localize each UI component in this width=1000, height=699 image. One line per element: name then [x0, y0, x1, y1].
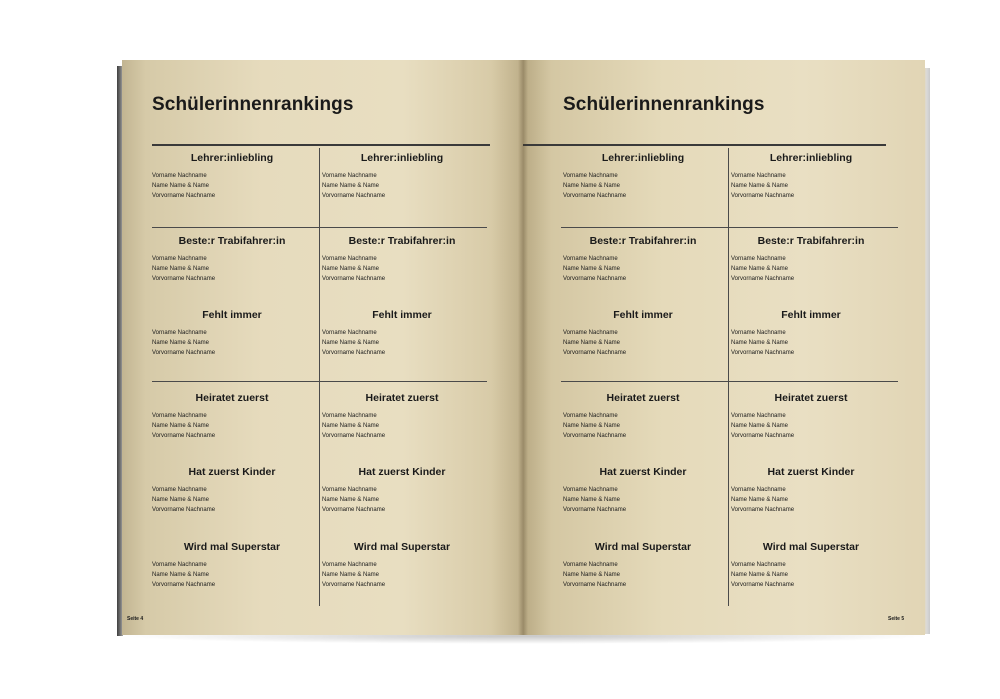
- ranking-section: [731, 152, 891, 201]
- name-entry: Vorvorname Nachname: [731, 193, 795, 199]
- section-heading: Lehrer:inliebling: [190, 152, 274, 164]
- name-entry: Vorvorname Nachname: [731, 507, 795, 513]
- name-entry: Name Name & Name: [731, 183, 789, 189]
- section-heading: Beste:r Trabifahrer:in: [348, 235, 456, 247]
- section-heading: Heiratet zuerst: [365, 392, 439, 404]
- ranking-section: [152, 235, 312, 284]
- section-heading: Heiratet zuerst: [774, 392, 848, 404]
- name-entry: Vorname Nachname: [563, 562, 618, 568]
- name-list: [563, 171, 723, 201]
- row-divider: [152, 381, 487, 382]
- name-list: [731, 411, 891, 441]
- section-heading: Wird mal Superstar: [594, 541, 692, 553]
- name-entry: Name Name & Name: [731, 497, 789, 503]
- name-list: [563, 254, 723, 284]
- name-entry: Name Name & Name: [322, 183, 380, 189]
- name-entry: Vorname Nachname: [322, 487, 377, 493]
- name-entry: Vorvorname Nachname: [322, 582, 386, 588]
- ranking-section: [731, 466, 891, 515]
- name-entry: Vorname Nachname: [152, 330, 207, 336]
- name-list: [152, 560, 312, 590]
- name-entry: Vorname Nachname: [563, 256, 618, 262]
- name-entry: Name Name & Name: [322, 266, 380, 272]
- name-entry: Vorname Nachname: [731, 173, 786, 179]
- ranking-section: [322, 152, 482, 201]
- name-list: [152, 485, 312, 515]
- ranking-section: [152, 309, 312, 358]
- name-list: [731, 560, 891, 590]
- name-entry: Name Name & Name: [322, 497, 380, 503]
- name-entry: Vorname Nachname: [731, 562, 786, 568]
- name-entry: Vorname Nachname: [322, 413, 377, 419]
- name-entry: Name Name & Name: [731, 423, 789, 429]
- section-heading: Lehrer:inliebling: [360, 152, 444, 164]
- name-entry: Vorvorname Nachname: [731, 582, 795, 588]
- section-heading: Heiratet zuerst: [606, 392, 680, 404]
- name-entry: Vorname Nachname: [731, 256, 786, 262]
- name-entry: Name Name & Name: [152, 497, 210, 503]
- name-list: [563, 560, 723, 590]
- section-heading: Hat zuerst Kinder: [767, 466, 855, 478]
- name-entry: Name Name & Name: [731, 572, 789, 578]
- name-entry: Vorvorname Nachname: [152, 433, 216, 439]
- ranking-section: [322, 392, 482, 441]
- name-entry: Vorname Nachname: [152, 487, 207, 493]
- page-number: Seite 4: [127, 616, 144, 622]
- name-entry: Vorvorname Nachname: [563, 582, 627, 588]
- name-entry: Name Name & Name: [563, 183, 621, 189]
- name-list: [152, 328, 312, 358]
- section-heading: Beste:r Trabifahrer:in: [757, 235, 865, 247]
- section-heading: Wird mal Superstar: [762, 541, 860, 553]
- section-heading: Lehrer:inliebling: [769, 152, 853, 164]
- ranking-section: [563, 309, 723, 358]
- name-entry: Vorvorname Nachname: [563, 507, 627, 513]
- name-entry: Vorvorname Nachname: [152, 276, 216, 282]
- ranking-section: [731, 309, 891, 358]
- section-heading: Fehlt immer: [781, 309, 841, 321]
- name-list: [152, 254, 312, 284]
- name-list: [731, 171, 891, 201]
- page-number: Seite 5: [888, 616, 905, 622]
- name-list: [152, 171, 312, 201]
- name-entry: Vorvorname Nachname: [322, 433, 386, 439]
- section-heading: Wird mal Superstar: [183, 541, 281, 553]
- name-entry: Vorvorname Nachname: [731, 350, 795, 356]
- name-entry: Vorvorname Nachname: [563, 350, 627, 356]
- book-gutter: [518, 60, 528, 635]
- section-heading: Wird mal Superstar: [353, 541, 451, 553]
- name-list: [731, 254, 891, 284]
- ranking-section: [563, 235, 723, 284]
- ranking-section: [152, 466, 312, 515]
- name-list: [152, 411, 312, 441]
- name-entry: Name Name & Name: [152, 423, 210, 429]
- name-entry: Vorvorname Nachname: [563, 276, 627, 282]
- name-entry: Name Name & Name: [563, 423, 621, 429]
- left-page: [122, 60, 523, 635]
- name-entry: Vorvorname Nachname: [152, 350, 216, 356]
- name-list: [322, 560, 482, 590]
- ranking-section: [563, 466, 723, 515]
- row-divider: [561, 227, 898, 228]
- row-divider: [561, 381, 898, 382]
- name-entry: Vorvorname Nachname: [563, 193, 627, 199]
- name-list: [322, 411, 482, 441]
- section-heading: Beste:r Trabifahrer:in: [178, 235, 286, 247]
- name-list: [322, 485, 482, 515]
- name-entry: Name Name & Name: [563, 572, 621, 578]
- name-list: [563, 411, 723, 441]
- section-heading: Hat zuerst Kinder: [599, 466, 687, 478]
- name-entry: Vorname Nachname: [152, 173, 207, 179]
- name-entry: Vorname Nachname: [152, 256, 207, 262]
- name-list: [322, 171, 482, 201]
- ranking-section: [731, 235, 891, 284]
- name-entry: Name Name & Name: [322, 572, 380, 578]
- name-entry: Vorname Nachname: [322, 562, 377, 568]
- name-entry: Vorname Nachname: [563, 413, 618, 419]
- name-entry: Vorvorname Nachname: [563, 433, 627, 439]
- name-entry: Vorvorname Nachname: [731, 433, 795, 439]
- name-entry: Vorvorname Nachname: [152, 507, 216, 513]
- right-page: [523, 60, 925, 635]
- ranking-section: [322, 541, 482, 590]
- section-heading: Heiratet zuerst: [195, 392, 269, 404]
- section-heading: Hat zuerst Kinder: [358, 466, 446, 478]
- ranking-section: [731, 541, 891, 590]
- name-entry: Vorvorname Nachname: [322, 350, 386, 356]
- name-entry: Name Name & Name: [322, 340, 380, 346]
- ranking-section: [322, 466, 482, 515]
- name-entry: Name Name & Name: [152, 340, 210, 346]
- name-entry: Name Name & Name: [731, 340, 789, 346]
- title-rule: [523, 144, 886, 146]
- ranking-section: [322, 309, 482, 358]
- ranking-section: [152, 392, 312, 441]
- name-entry: Vorname Nachname: [152, 562, 207, 568]
- name-entry: Vorvorname Nachname: [731, 276, 795, 282]
- name-entry: Name Name & Name: [322, 423, 380, 429]
- column-divider: [728, 148, 729, 606]
- ranking-section: [563, 152, 723, 201]
- name-entry: Vorname Nachname: [731, 330, 786, 336]
- name-entry: Name Name & Name: [152, 183, 210, 189]
- ranking-section: [731, 392, 891, 441]
- ranking-section: [152, 541, 312, 590]
- ranking-section: [152, 152, 312, 201]
- name-entry: Vorname Nachname: [563, 330, 618, 336]
- name-entry: Vorname Nachname: [152, 413, 207, 419]
- column-divider: [319, 148, 320, 606]
- name-entry: Name Name & Name: [152, 572, 210, 578]
- name-entry: Vorvorname Nachname: [322, 507, 386, 513]
- name-entry: Name Name & Name: [563, 497, 621, 503]
- name-entry: Vorname Nachname: [731, 413, 786, 419]
- row-divider: [152, 227, 487, 228]
- name-entry: Vorname Nachname: [322, 330, 377, 336]
- name-entry: Vorvorname Nachname: [322, 193, 386, 199]
- name-list: [322, 254, 482, 284]
- title-rule: [152, 144, 490, 146]
- section-heading: Hat zuerst Kinder: [188, 466, 276, 478]
- name-entry: Name Name & Name: [731, 266, 789, 272]
- name-entry: Vorname Nachname: [563, 173, 618, 179]
- name-list: [563, 485, 723, 515]
- name-list: [322, 328, 482, 358]
- name-list: [563, 328, 723, 358]
- section-heading: Lehrer:inliebling: [601, 152, 685, 164]
- name-entry: Name Name & Name: [563, 266, 621, 272]
- name-entry: Vorname Nachname: [322, 173, 377, 179]
- section-heading: Fehlt immer: [613, 309, 673, 321]
- name-entry: Vorname Nachname: [731, 487, 786, 493]
- name-entry: Name Name & Name: [563, 340, 621, 346]
- name-list: [731, 485, 891, 515]
- name-list: [731, 328, 891, 358]
- page-title: Schülerinnenrankings: [152, 94, 354, 115]
- section-heading: Fehlt immer: [372, 309, 432, 321]
- section-heading: Fehlt immer: [202, 309, 262, 321]
- name-entry: Vorname Nachname: [322, 256, 377, 262]
- ranking-section: [563, 392, 723, 441]
- ranking-section: [563, 541, 723, 590]
- ranking-section: [322, 235, 482, 284]
- name-entry: Vorvorname Nachname: [152, 582, 216, 588]
- page-title: Schülerinnenrankings: [563, 94, 765, 115]
- section-heading: Beste:r Trabifahrer:in: [589, 235, 697, 247]
- name-entry: Vorvorname Nachname: [322, 276, 386, 282]
- name-entry: Vorname Nachname: [563, 487, 618, 493]
- name-entry: Name Name & Name: [152, 266, 210, 272]
- name-entry: Vorvorname Nachname: [152, 193, 216, 199]
